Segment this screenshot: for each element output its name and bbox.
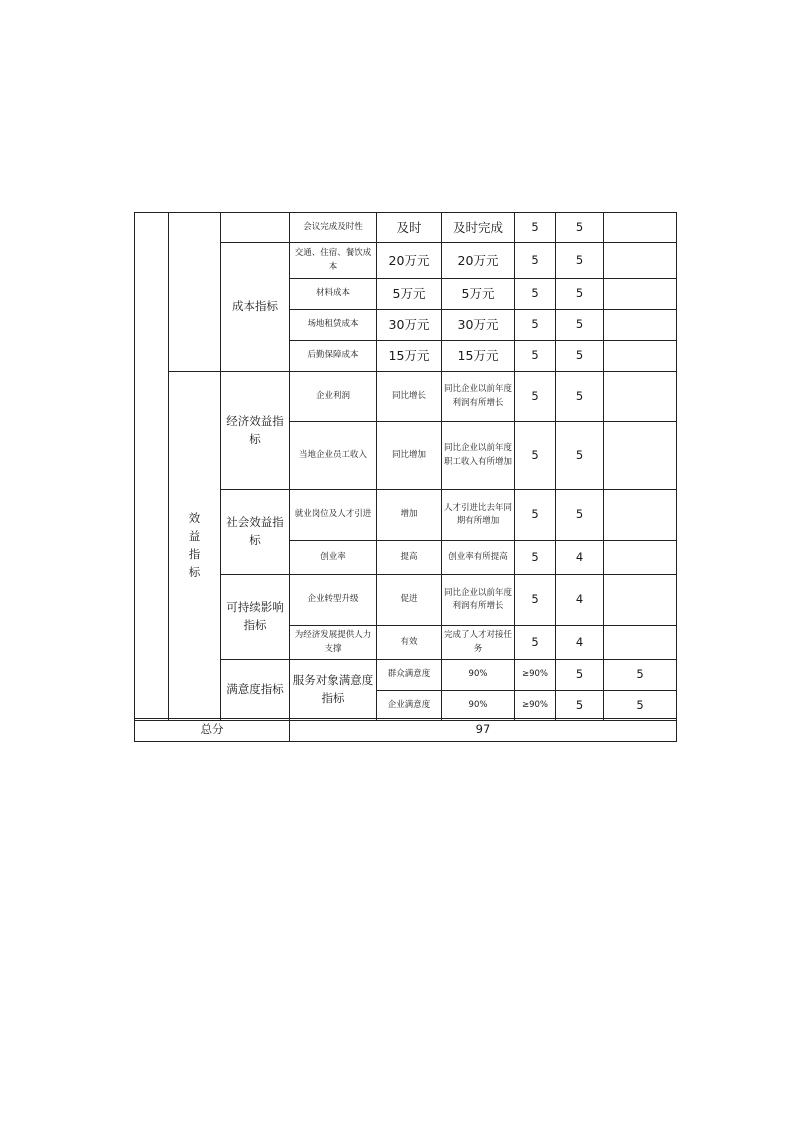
level1-cell-empty	[135, 213, 169, 721]
actual-cell: 及时完成	[442, 213, 515, 243]
total-label: 总分	[135, 719, 290, 742]
note-cell	[604, 310, 677, 341]
target-cell: 同比增加	[377, 422, 442, 490]
note-cell	[604, 422, 677, 490]
score-cell: 5	[604, 660, 677, 691]
note-cell	[604, 279, 677, 310]
indicator-cell: 创业率	[290, 541, 377, 575]
actual-cell: 5万元	[442, 279, 515, 310]
weight-cell: 5	[556, 660, 604, 691]
indicator-cell: 群众满意度	[377, 660, 442, 691]
weight-cell: 5	[515, 213, 556, 243]
level1-cell-output	[169, 213, 221, 372]
indicator-cell: 就业岗位及人才引进	[290, 490, 377, 541]
score-cell: 5	[556, 213, 604, 243]
indicator-cell: 企业转型升级	[290, 575, 377, 626]
weight-cell: 5	[515, 626, 556, 660]
note-cell	[604, 541, 677, 575]
score-cell: 5	[604, 691, 677, 721]
score-cell: 5	[556, 341, 604, 372]
score-cell: 5	[556, 310, 604, 341]
note-cell	[604, 243, 677, 279]
weight-cell: 5	[515, 341, 556, 372]
indicator-cell: 场地租赁成本	[290, 310, 377, 341]
actual-cell: 20万元	[442, 243, 515, 279]
weight-cell: 5	[515, 490, 556, 541]
target-cell: 促进	[377, 575, 442, 626]
level2-economic: 经济效益指标	[221, 372, 290, 490]
target-cell: 提高	[377, 541, 442, 575]
weight-cell: 5	[515, 541, 556, 575]
score-cell: 4	[556, 626, 604, 660]
indicator-cell: 企业满意度	[377, 691, 442, 721]
level2-cell-empty	[221, 213, 290, 243]
weight-cell: 5	[556, 691, 604, 721]
score-cell: 5	[556, 372, 604, 422]
indicator-cell: 企业利润	[290, 372, 377, 422]
target-cell: 90%	[442, 660, 515, 691]
score-cell: 5	[556, 490, 604, 541]
indicator-cell: 材料成本	[290, 279, 377, 310]
indicator-cell: 为经济发展提供人力支撑	[290, 626, 377, 660]
total-value: 97	[290, 719, 677, 742]
note-cell	[604, 575, 677, 626]
level2-service-satisfaction: 服务对象满意度指标	[290, 660, 377, 721]
target-cell: 同比增长	[377, 372, 442, 422]
weight-cell: 5	[515, 372, 556, 422]
actual-cell: ≥90%	[515, 691, 556, 721]
target-cell: 15万元	[377, 341, 442, 372]
actual-cell: 创业率有所提高	[442, 541, 515, 575]
target-cell: 20万元	[377, 243, 442, 279]
weight-cell: 5	[515, 243, 556, 279]
actual-cell: 完成了人才对接任务	[442, 626, 515, 660]
actual-cell: ≥90%	[515, 660, 556, 691]
target-cell: 5万元	[377, 279, 442, 310]
target-cell: 及时	[377, 213, 442, 243]
score-cell: 5	[556, 279, 604, 310]
indicator-cell: 当地企业员工收入	[290, 422, 377, 490]
note-cell	[604, 213, 677, 243]
note-cell	[604, 490, 677, 541]
target-cell: 增加	[377, 490, 442, 541]
actual-cell: 人才引进比去年同期有所增加	[442, 490, 515, 541]
weight-cell: 5	[515, 279, 556, 310]
note-cell	[604, 626, 677, 660]
actual-cell: 30万元	[442, 310, 515, 341]
weight-cell: 5	[515, 310, 556, 341]
note-cell	[604, 372, 677, 422]
table-row	[135, 372, 677, 422]
score-cell: 4	[556, 541, 604, 575]
note-cell	[604, 341, 677, 372]
weight-cell: 5	[515, 575, 556, 626]
target-cell: 90%	[442, 691, 515, 721]
actual-cell: 同比企业以前年度利润有所增长	[442, 575, 515, 626]
score-cell: 4	[556, 575, 604, 626]
indicator-cell: 会议完成及时性	[290, 213, 377, 243]
actual-cell: 同比企业以前年度职工收入有所增加	[442, 422, 515, 490]
indicator-cell: 后勤保障成本	[290, 341, 377, 372]
level2-social: 社会效益指标	[221, 490, 290, 575]
level2-cost: 成本指标	[221, 243, 290, 372]
total-score-table	[134, 718, 677, 742]
level2-sustainable: 可持续影响指标	[221, 575, 290, 660]
target-cell: 有效	[377, 626, 442, 660]
actual-cell: 15万元	[442, 341, 515, 372]
performance-evaluation-table	[134, 212, 677, 721]
score-cell: 5	[556, 422, 604, 490]
table-row	[135, 213, 677, 243]
indicator-cell: 交通、住宿、餐饮成本	[290, 243, 377, 279]
score-cell: 5	[556, 243, 604, 279]
actual-cell: 同比企业以前年度利润有所增长	[442, 372, 515, 422]
weight-cell: 5	[515, 422, 556, 490]
level1-benefit: 效益指标	[169, 372, 221, 721]
level1-satisfaction: 满意度指标	[221, 660, 290, 721]
total-row	[135, 719, 677, 742]
target-cell: 30万元	[377, 310, 442, 341]
